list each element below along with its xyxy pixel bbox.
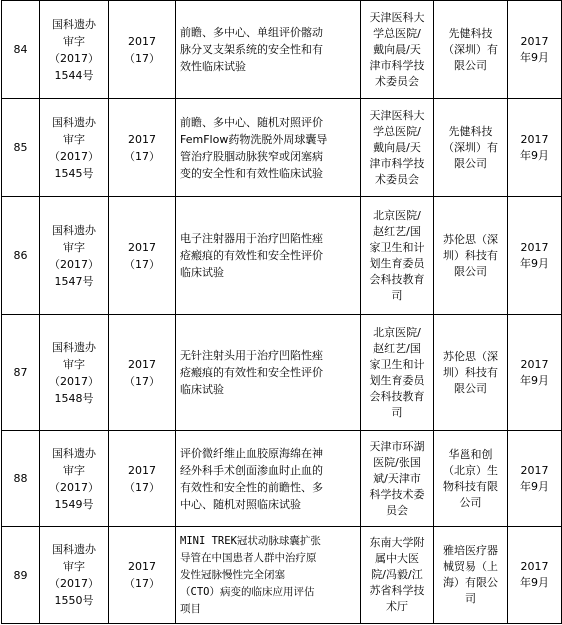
document-number: 国科遗办 审字 （2017） 1549号 (40, 431, 109, 527)
table-row (2, 315, 562, 431)
company-cell: 先健科技 （深圳）有 限公司 (434, 1, 508, 99)
table-row (2, 431, 562, 527)
company-cell: 先健科技 （深圳）有 限公司 (434, 99, 508, 197)
date-cell: 2017 年9月 (508, 315, 562, 431)
institution-cell: 东南大学附 属中大医 院/冯毅/江 苏省科学技 术厅 (361, 527, 434, 624)
company-cell: 华邕和创 （北京）生 物科技有限 公司 (434, 431, 508, 527)
approval-table (1, 0, 562, 624)
year-cell: 2017 （17） (109, 197, 176, 315)
year-cell: 2017 （17） (109, 99, 176, 197)
date-cell: 2017 年9月 (508, 527, 562, 624)
row-number: 86 (2, 197, 40, 315)
project-title: 评价微纤维止血胶原海绵在神 经外科手术创面渗血时止血的 有效性和安全性的前瞻性、多 中心、随机对照临床试验 (176, 431, 361, 527)
institution-cell: 北京医院/ 赵红艺/国 家卫生和计 划生育委员 会科技教育 司 (361, 315, 434, 431)
year-cell: 2017 （17） (109, 527, 176, 624)
document-number: 国科遗办 审字 （2017） 1547号 (40, 197, 109, 315)
project-title: 前瞻、多中心、随机对照评价 FemFlow药物洗脱外周球囊导 管治疗股腘动脉狭窄或闭塞病 变的安全性和有效性临床试验 (176, 99, 361, 197)
institution-cell: 天津市环湖 医院/张国 斌/天津市 科学技术委 员会 (361, 431, 434, 527)
row-number: 85 (2, 99, 40, 197)
row-number: 88 (2, 431, 40, 527)
table-row (2, 197, 562, 315)
row-number: 84 (2, 1, 40, 99)
year-cell: 2017 （17） (109, 431, 176, 527)
row-number: 89 (2, 527, 40, 624)
project-title: 无针注射头用于治疗凹陷性痤 疮瘢痕的有效性和安全性评价 临床试验 (176, 315, 361, 431)
company-cell: 雅培医疗器 械贸易（上 海）有限公 司 (434, 527, 508, 624)
project-title: 电子注射器用于治疗凹陷性痤 疮瘢痕的有效性和安全性评价 临床试验 (176, 197, 361, 315)
project-title: 前瞻、多中心、单组评价髂动 脉分叉支架系统的安全性和有 效性临床试验 (176, 1, 361, 99)
document-number: 国科遗办 审字 （2017） 1550号 (40, 527, 109, 624)
table-row (2, 99, 562, 197)
company-cell: 苏伦思（深 圳）科技有 限公司 (434, 315, 508, 431)
date-cell: 2017 年9月 (508, 99, 562, 197)
document-number: 国科遗办 审字 （2017） 1548号 (40, 315, 109, 431)
table-row (2, 1, 562, 99)
document-number: 国科遗办 审字 （2017） 1544号 (40, 1, 109, 99)
company-cell: 苏伦思（深 圳）科技有 限公司 (434, 197, 508, 315)
date-cell: 2017 年9月 (508, 1, 562, 99)
document-number: 国科遗办 审字 （2017） 1545号 (40, 99, 109, 197)
table-row (2, 527, 562, 624)
year-cell: 2017 （17） (109, 315, 176, 431)
institution-cell: 天津医科大 学总医院/ 戴向晨/天 津市科学技 术委员会 (361, 99, 434, 197)
row-number: 87 (2, 315, 40, 431)
project-title: MINI TREK冠状动脉球囊扩张 导管在中国患者人群中治疗原 发性冠脉慢性完全闭塞 （CTO）病变的临床应用评估 项目 (176, 527, 361, 624)
date-cell: 2017 年9月 (508, 431, 562, 527)
institution-cell: 北京医院/ 赵红艺/国 家卫生和计 划生育委员 会科技教育 司 (361, 197, 434, 315)
date-cell: 2017 年9月 (508, 197, 562, 315)
institution-cell: 天津医科大 学总医院/ 戴向晨/天 津市科学技 术委员会 (361, 1, 434, 99)
year-cell: 2017 （17） (109, 1, 176, 99)
